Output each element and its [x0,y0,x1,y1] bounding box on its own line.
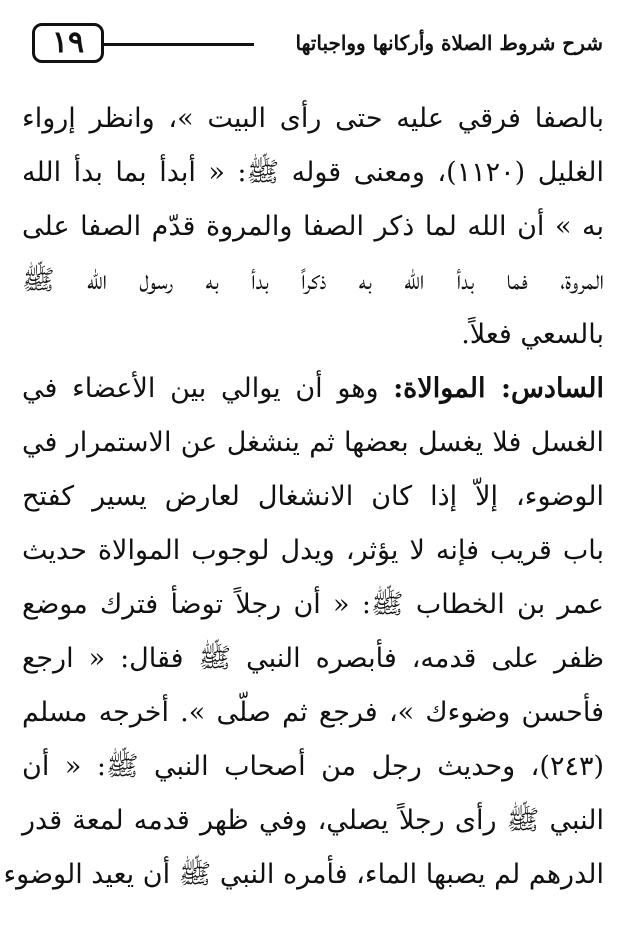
page-header [0,0,629,80]
text-line: به » أن الله لما ذكر الصفا والمروة قدّم الصفا على [22,211,604,242]
text-line: باب قريب فإنه لا يؤثر، ويدل لوجوب الموالاة حديث [22,535,604,566]
page-body [3,92,605,902]
running-title: شرح شروط الصلاة وأركانها وواجباتها [295,31,603,55]
text-line: بالسعي فعلاً. [461,319,604,350]
heading-continuation: وهو أن يوالي بين الأعضاء في [22,373,394,404]
page-number: ١٩ [32,23,104,63]
text-line: (٢٤٣)، وحديث رجل من أصحاب النبي ﷺ: « أن [22,751,604,782]
text-line: النبي ﷺ رأى رجلاً يصلي، وفي ظهر قدمه لمعة قدر [22,805,604,836]
text-line: الدرهم لم يصبها الماء، فأمره النبي ﷺ أن يعيد الوضوء [3,859,604,890]
text-line: الغليل (١١٢٠)، ومعنى قوله ﷺ: « أبدأ بما بدأ الله [22,157,605,188]
text-line: الغسل فلا يغسل بعضها ثم ينشغل عن الاستمرار في [22,427,604,458]
text-line: عمر بن الخطاب ﷺ: « أن رجلاً توضأ فترك موضع [22,589,604,620]
paragraph-2 [3,362,604,902]
text-line [22,362,604,416]
text-line: بالصفا فرقي عليه حتى رأى البيت »، وانظر إرواء [22,103,604,134]
text-line: المروة، فما بدأ الله به ذكراً بدأ به رسول الله ﷺ [22,265,604,296]
header-rule [104,43,254,46]
paragraph-1 [22,92,604,362]
text-line: فأحسن وضوءك »، فرجع ثم صلّى ». أخرجه مسلم [22,697,604,728]
section-heading: السادس: الموالاة: [393,373,604,404]
text-line: ظفر على قدمه، فأبصره النبي ﷺ فقال: « ارجع [22,643,604,674]
text-line: الوضوء، إلاّ إذا كان الانشغال لعارض يسير كفتح [22,481,604,512]
